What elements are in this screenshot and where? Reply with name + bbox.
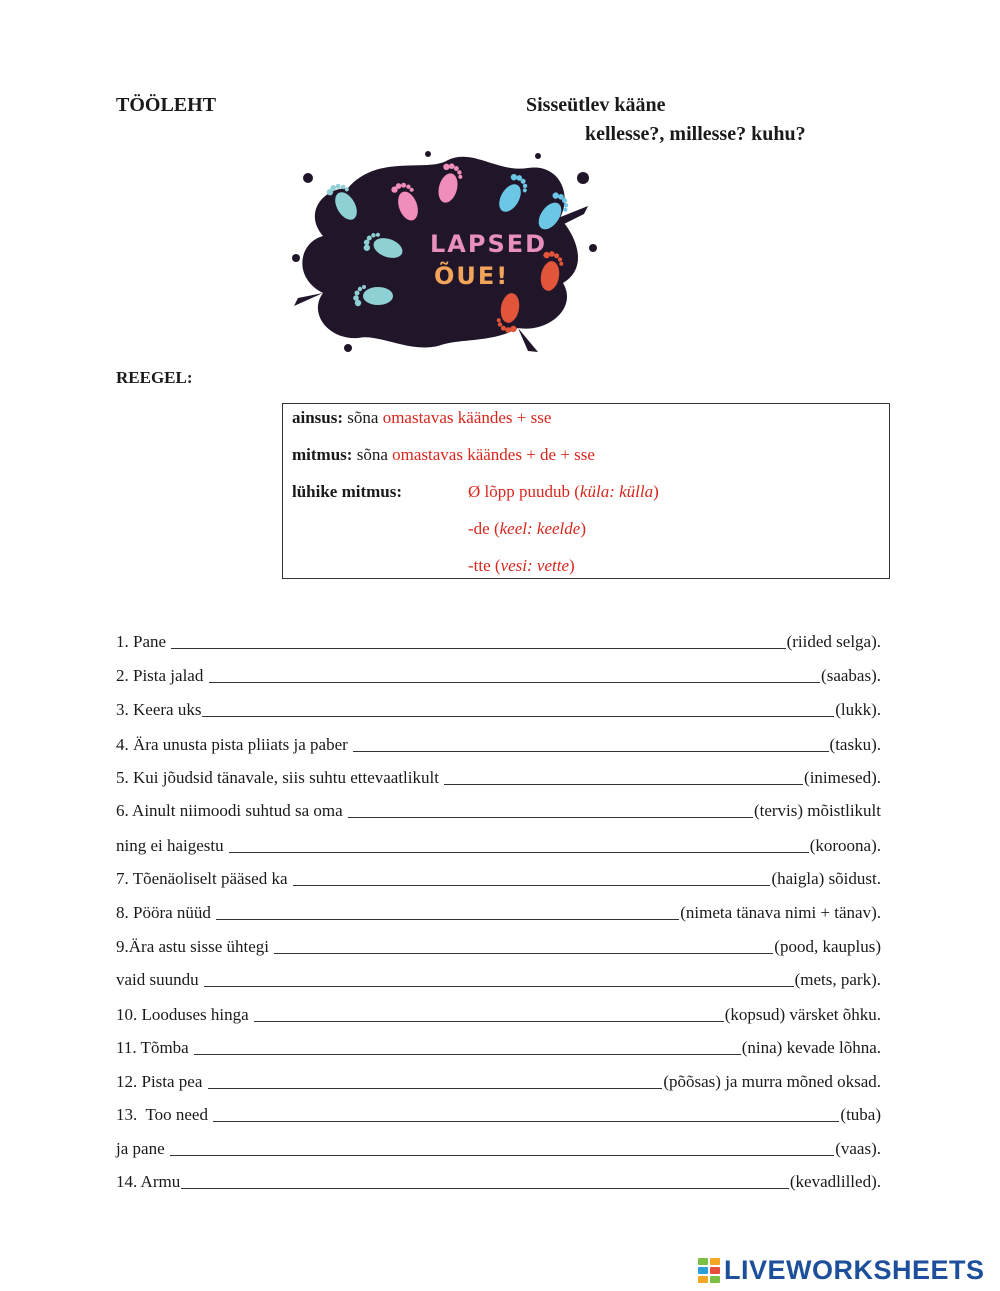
exercise-prompt: 6. Ainult niimoodi suhtud sa oma <box>116 801 347 820</box>
exercise-row <box>116 1034 881 1058</box>
exercise-prompt: 14. Armu <box>116 1172 181 1191</box>
rule-short-plural-3: -tte (vesi: vette) <box>468 556 575 575</box>
answer-blank[interactable] <box>209 664 820 683</box>
exercise-row <box>116 764 881 788</box>
exercise-prompt: 5. Kui jõudsid tänavale, siis suhtu ettevaatlikult <box>116 768 444 787</box>
answer-blank[interactable] <box>181 1170 789 1189</box>
exercise-hint: (kevadlilled). <box>789 1172 881 1191</box>
rule-plural: mitmus: sõna omastavas käändes + de + sse <box>292 445 595 464</box>
splash-text-line1: LAPSED <box>430 230 548 258</box>
rule-box <box>282 403 890 579</box>
answer-blank[interactable] <box>229 834 809 853</box>
exercise-hint: (nimeta tänava nimi + tänav). <box>680 903 881 922</box>
answer-blank[interactable] <box>171 630 785 649</box>
answer-blank[interactable] <box>170 1137 834 1156</box>
exercise-row <box>116 696 881 720</box>
exercise-row <box>116 933 881 957</box>
exercise-hint: (saabas). <box>821 666 881 685</box>
rule-singular: ainsus: sõna omastavas käändes + sse <box>292 408 552 427</box>
answer-blank[interactable] <box>213 1103 839 1122</box>
exercise-row <box>116 1001 881 1025</box>
exercise-hint: (inimesed). <box>804 768 881 787</box>
exercise-prompt: 13. Too need <box>116 1105 213 1124</box>
exercise-row <box>116 731 881 755</box>
exercise-hint: (nina) kevade lõhna. <box>741 1038 881 1057</box>
exercise-hint: (tervis) mõistlikult <box>753 801 881 820</box>
exercise-hint: (lukk). <box>835 700 881 719</box>
exercise-prompt: 9.Ära astu sisse ühtegi <box>116 937 274 956</box>
answer-blank[interactable] <box>254 1003 724 1022</box>
rule-short-plural-2: -de (keel: keelde) <box>468 519 586 538</box>
exercise-hint: (riided selga). <box>786 632 881 651</box>
rule-short-plural-label: lühike mitmus: <box>292 482 403 501</box>
answer-blank[interactable] <box>348 799 753 818</box>
exercise-row <box>116 1168 881 1192</box>
answer-blank[interactable] <box>204 968 794 987</box>
exercise-hint: (põõsas) ja murra mõned oksad. <box>663 1072 881 1091</box>
exercise-prompt: 2. Pista jalad <box>116 666 208 685</box>
exercise-row <box>116 1135 881 1159</box>
exercise-hint: (kopsud) värsket õhku. <box>724 1005 881 1024</box>
exercise-row <box>116 899 881 923</box>
exercise-prompt: 7. Tõenäoliselt pääsed ka <box>116 869 292 888</box>
exercise-prompt: 4. Ära unusta pista pliiats ja paber <box>116 735 353 754</box>
exercise-hint: (vaas). <box>835 1139 881 1158</box>
answer-blank[interactable] <box>208 1070 663 1089</box>
exercise-hint: (koroona). <box>809 836 881 855</box>
answer-blank[interactable] <box>194 1036 741 1055</box>
logo-wordmark: LIVEWORKSHEETS <box>724 1254 985 1285</box>
exercise-prompt: ning ei haigestu <box>116 836 228 855</box>
exercise-prompt: 1. Pane <box>116 632 171 651</box>
answer-blank[interactable] <box>216 901 679 920</box>
exercise-prompt: 11. Tõmba <box>116 1038 193 1057</box>
exercise-row <box>116 797 881 821</box>
exercise-hint: (haigla) sõidust. <box>771 869 881 888</box>
answer-blank[interactable] <box>353 733 828 752</box>
exercise-row <box>116 832 881 856</box>
worksheet-title: TÖÖLEHT <box>116 94 217 116</box>
exercise-prompt: vaid suundu <box>116 970 203 989</box>
exercise-prompt: 3. Keera uks <box>116 700 202 719</box>
topic-title: Sisseütlev kääne <box>526 94 666 116</box>
splash-text-line2: ÕUE! <box>434 262 510 290</box>
answer-blank[interactable] <box>274 935 773 954</box>
exercise-hint: (tuba) <box>840 1105 881 1124</box>
answer-blank[interactable] <box>202 698 834 717</box>
logo-blocks-icon <box>698 1258 720 1283</box>
exercise-prompt: 12. Pista pea <box>116 1072 207 1091</box>
exercise-row <box>116 966 881 990</box>
answer-blank[interactable] <box>293 867 771 886</box>
liveworksheets-logo <box>698 1254 985 1286</box>
exercise-hint: (mets, park). <box>794 970 881 989</box>
exercise-row <box>116 1101 881 1125</box>
exercise-row <box>116 865 881 889</box>
exercise-row <box>116 662 881 686</box>
exercise-prompt: 8. Pööra nüüd <box>116 903 216 922</box>
exercise-prompt: 10. Looduses hinga <box>116 1005 253 1024</box>
rule-label: REEGEL: <box>116 368 193 387</box>
exercise-prompt: ja pane <box>116 1139 169 1158</box>
exercise-row <box>116 628 881 652</box>
exercise-hint: (tasku). <box>829 735 881 754</box>
lapsed-oue-illustration <box>288 148 600 353</box>
rule-short-plural-1: Ø lõpp puudub (küla: külla) <box>468 482 659 501</box>
exercise-hint: (pood, kauplus) <box>774 937 881 956</box>
topic-questions: kellesse?, millesse? kuhu? <box>585 123 806 145</box>
answer-blank[interactable] <box>444 766 803 785</box>
exercise-row <box>116 1068 881 1092</box>
